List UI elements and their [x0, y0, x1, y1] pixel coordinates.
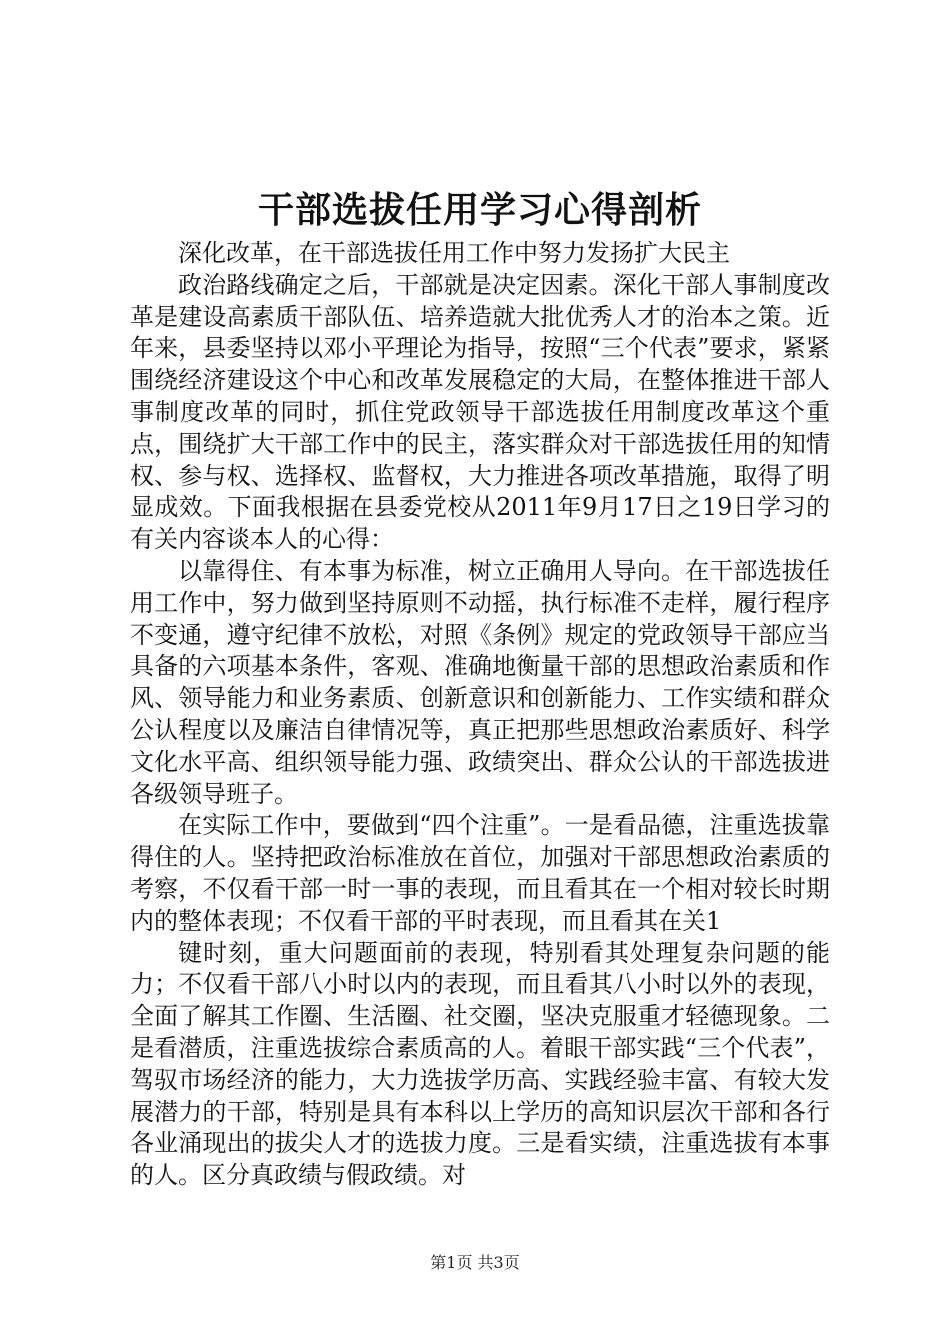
paragraph-intro: 政治路线确定之后，干部就是决定因素。深化干部人事制度改革是建设高素质干部队伍、培养造就大批优秀人才的治本之策。近年来，县委坚持以邓小平理论为指导，按照“三个代表”要求，紧紧围绕经济建设这个中心和改革发展稳定的大局，在整体推进干部人事制度改革的同时，抓住党政领导干部选拔任用制度改革这个重点，围绕扩大干部工作中的民主，落实群众对干部选拔任用的知情权、参与权、选择权、监督权，大力推进各项改革措施，取得了明显成效。下面我根据在县委党校从2011年9月17日之19日学习的有关内容谈本人的心得： — [130, 270, 830, 554]
document-title: 干部选拔任用学习心得剖析 — [257, 189, 702, 231]
paragraph-subheading: 深化改革，在干部选拔任用工作中努力发扬扩大民主 — [178, 239, 730, 267]
paragraph-standards: 以靠得住、有本事为标准，树立正确用人导向。在干部选拔任用工作中，努力做到坚持原则不动摇，执行标准不走样，履行程序不变通，遵守纪律不放松，对照《条例》规定的党政领导干部应当具备的六项基本条件，客观、准确地衡量干部的思想政治素质和作风、领导能力和业务素质、创新意识和创新能力、工作实绩和群众公认程度以及廉洁自律情况等，真正把那些思想政治素质好、科学文化水平高、组织领导能力强、政绩突出、群众公认的干部选拔进各级领导班子。 — [130, 556, 830, 808]
paragraph-continuation: 键时刻，重大问题面前的表现，特别看其处理复杂问题的能力；不仅看干部八小时以内的表现，而且看其八小时以外的表现，全面了解其工作圈、生活圈、社交圈，坚决克服重才轻德现象。二是看潜质，注重选拔综合素质高的人。着眼干部实践“三个代表”，驾驭市场经济的能力，大力选拔学历高、实践经验丰富、有较大发展潜力的干部，特别是具有本科以上学历的高知识层次干部和各行各业涌现出的拔尖人才的选拔力度。三是看实绩，注重选拔有本事的人。区分真政绩与假政绩。对 — [130, 938, 830, 1190]
document-page — [130, 186, 830, 1192]
paragraph-four-emphases: 在实际工作中，要做到“四个注重”。一是看品德，注重选拔靠得住的人。坚持把政治标准放在首位，加强对干部思想政治素质的考察，不仅看干部一时一事的表现，而且看其在一个相对较长时期内的整体表现；不仅看干部的平时表现，而且看其在关1 — [130, 811, 830, 935]
page-footer: 第1页 共3页 — [430, 1253, 520, 1272]
